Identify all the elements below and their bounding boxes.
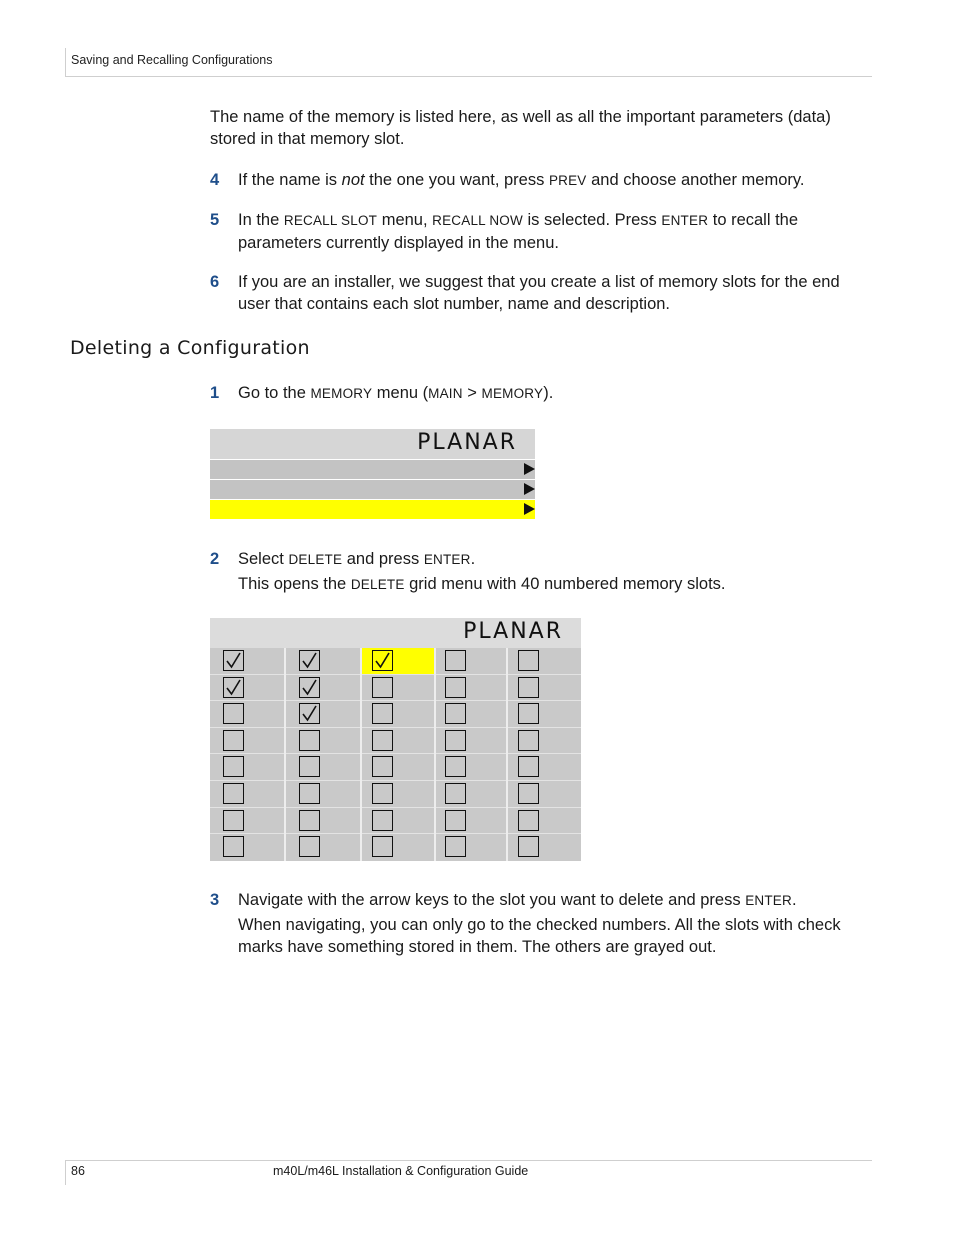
memory-slot-checked[interactable] bbox=[372, 650, 393, 671]
column-divider bbox=[360, 648, 362, 861]
checkmark-icon bbox=[225, 679, 242, 696]
memory-slot-empty bbox=[223, 783, 244, 804]
page-number: 86 bbox=[71, 1164, 85, 1178]
memory-slot-empty bbox=[445, 810, 466, 831]
memory-menu bbox=[210, 429, 535, 519]
memory-slot-empty bbox=[445, 650, 466, 671]
planar-logo: PLANAR bbox=[417, 430, 517, 455]
delete-grid-menu bbox=[210, 618, 581, 861]
menu-recall-now: RECALL NOW bbox=[432, 213, 523, 228]
step-4: 4 If the name is not the one you want, press PREV and choose another memory. bbox=[210, 171, 805, 189]
menu-row[interactable] bbox=[210, 460, 535, 479]
memory-slot-empty bbox=[518, 650, 539, 671]
memory-slot-empty bbox=[372, 810, 393, 831]
memory-slot-empty bbox=[518, 783, 539, 804]
running-header: Saving and Recalling Configurations bbox=[71, 53, 273, 67]
memory-slot-empty bbox=[223, 810, 244, 831]
memory-slot-checked[interactable] bbox=[299, 703, 320, 724]
memory-slot-empty bbox=[372, 756, 393, 777]
memory-slot-empty bbox=[372, 783, 393, 804]
memory-slot-empty bbox=[518, 836, 539, 857]
column-divider bbox=[284, 648, 286, 861]
checkmark-icon bbox=[301, 652, 318, 669]
checkmark-icon bbox=[301, 705, 318, 722]
memory-slot-empty bbox=[372, 703, 393, 724]
memory-slot-empty bbox=[223, 730, 244, 751]
row-divider bbox=[210, 674, 581, 675]
submenu-arrow-icon bbox=[524, 483, 535, 495]
memory-slot-empty bbox=[445, 730, 466, 751]
step-number: 3 bbox=[210, 891, 220, 909]
memory-slot-empty bbox=[518, 810, 539, 831]
memory-slot-empty bbox=[299, 836, 320, 857]
memory-slot-empty bbox=[299, 730, 320, 751]
key-enter: ENTER bbox=[661, 213, 709, 228]
row-divider bbox=[210, 753, 581, 754]
row-divider bbox=[210, 700, 581, 701]
delete-step-1: 1 Go to the MEMORY menu (MAIN > MEMORY). bbox=[210, 384, 554, 402]
memory-slot-checked[interactable] bbox=[223, 677, 244, 698]
memory-slot-checked[interactable] bbox=[299, 650, 320, 671]
step-6: 6 If you are an installer, we suggest that you create a list of memory slots for the end user that contains each slot number, name and description. bbox=[210, 273, 840, 313]
memory-slot-empty bbox=[445, 677, 466, 698]
memory-slot-empty bbox=[223, 703, 244, 724]
memory-slot-checked[interactable] bbox=[299, 677, 320, 698]
step-5: 5 In the RECALL SLOT menu, RECALL NOW is selected. Press ENTER to recall the parameters currently displayed in the menu. bbox=[210, 211, 799, 252]
step-number: 5 bbox=[210, 211, 220, 229]
memory-slot-empty bbox=[445, 703, 466, 724]
step-number: 6 bbox=[210, 273, 220, 291]
memory-slot-empty bbox=[518, 703, 539, 724]
memory-slot-empty bbox=[223, 756, 244, 777]
memory-slot-empty bbox=[372, 730, 393, 751]
planar-logo: PLANAR bbox=[463, 619, 563, 644]
column-divider bbox=[506, 648, 508, 861]
memory-slot-empty bbox=[299, 810, 320, 831]
column-divider bbox=[434, 648, 436, 861]
memory-slot-empty bbox=[223, 836, 244, 857]
memory-slot-empty bbox=[445, 756, 466, 777]
delete-step-2: 2 Select DELETE and press ENTER. This opens the DELETE grid menu with 40 numbered memory slots. bbox=[210, 550, 726, 593]
checkmark-icon bbox=[225, 652, 242, 669]
memory-slot-empty bbox=[518, 730, 539, 751]
section-heading: Deleting a Configuration bbox=[70, 337, 310, 359]
memory-slot-empty bbox=[299, 756, 320, 777]
key-prev: PREV bbox=[548, 173, 587, 188]
checkmark-icon bbox=[301, 679, 318, 696]
page-footer bbox=[65, 1160, 872, 1185]
row-divider bbox=[210, 807, 581, 808]
memory-slot-empty bbox=[518, 677, 539, 698]
memory-slot-empty bbox=[445, 836, 466, 857]
submenu-arrow-icon bbox=[524, 463, 535, 475]
memory-slot-checked[interactable] bbox=[223, 650, 244, 671]
row-divider bbox=[210, 727, 581, 728]
row-divider bbox=[210, 833, 581, 834]
delete-step-3: 3 Navigate with the arrow keys to the slot you want to delete and press ENTER. When navigating, you can only go to the checked numbers. All the slots with check marks have something stored in them. The others are grayed out. bbox=[210, 891, 841, 956]
intro-paragraph: The name of the memory is listed here, as well as all the important parameters (data) stored in that memory slot. bbox=[210, 108, 831, 148]
memory-slot-empty bbox=[518, 756, 539, 777]
row-divider bbox=[210, 780, 581, 781]
menu-header bbox=[210, 429, 535, 459]
memory-slot-empty bbox=[299, 783, 320, 804]
memory-slot-empty bbox=[445, 783, 466, 804]
memory-slot-empty bbox=[372, 836, 393, 857]
submenu-arrow-icon bbox=[524, 503, 535, 515]
menu-row[interactable] bbox=[210, 480, 535, 499]
menu-row-selected[interactable] bbox=[210, 500, 535, 519]
menu-recall-slot: RECALL SLOT bbox=[283, 213, 378, 228]
checkmark-icon bbox=[374, 652, 391, 669]
step-number: 2 bbox=[210, 550, 220, 568]
grid-header bbox=[210, 618, 581, 648]
step-number: 4 bbox=[210, 171, 220, 189]
step-number: 1 bbox=[210, 384, 220, 402]
memory-slot-empty bbox=[372, 677, 393, 698]
doc-title: m40L/m46L Installation & Configuration Guide bbox=[273, 1164, 529, 1178]
grid-body bbox=[210, 648, 581, 861]
page-header bbox=[65, 48, 872, 77]
